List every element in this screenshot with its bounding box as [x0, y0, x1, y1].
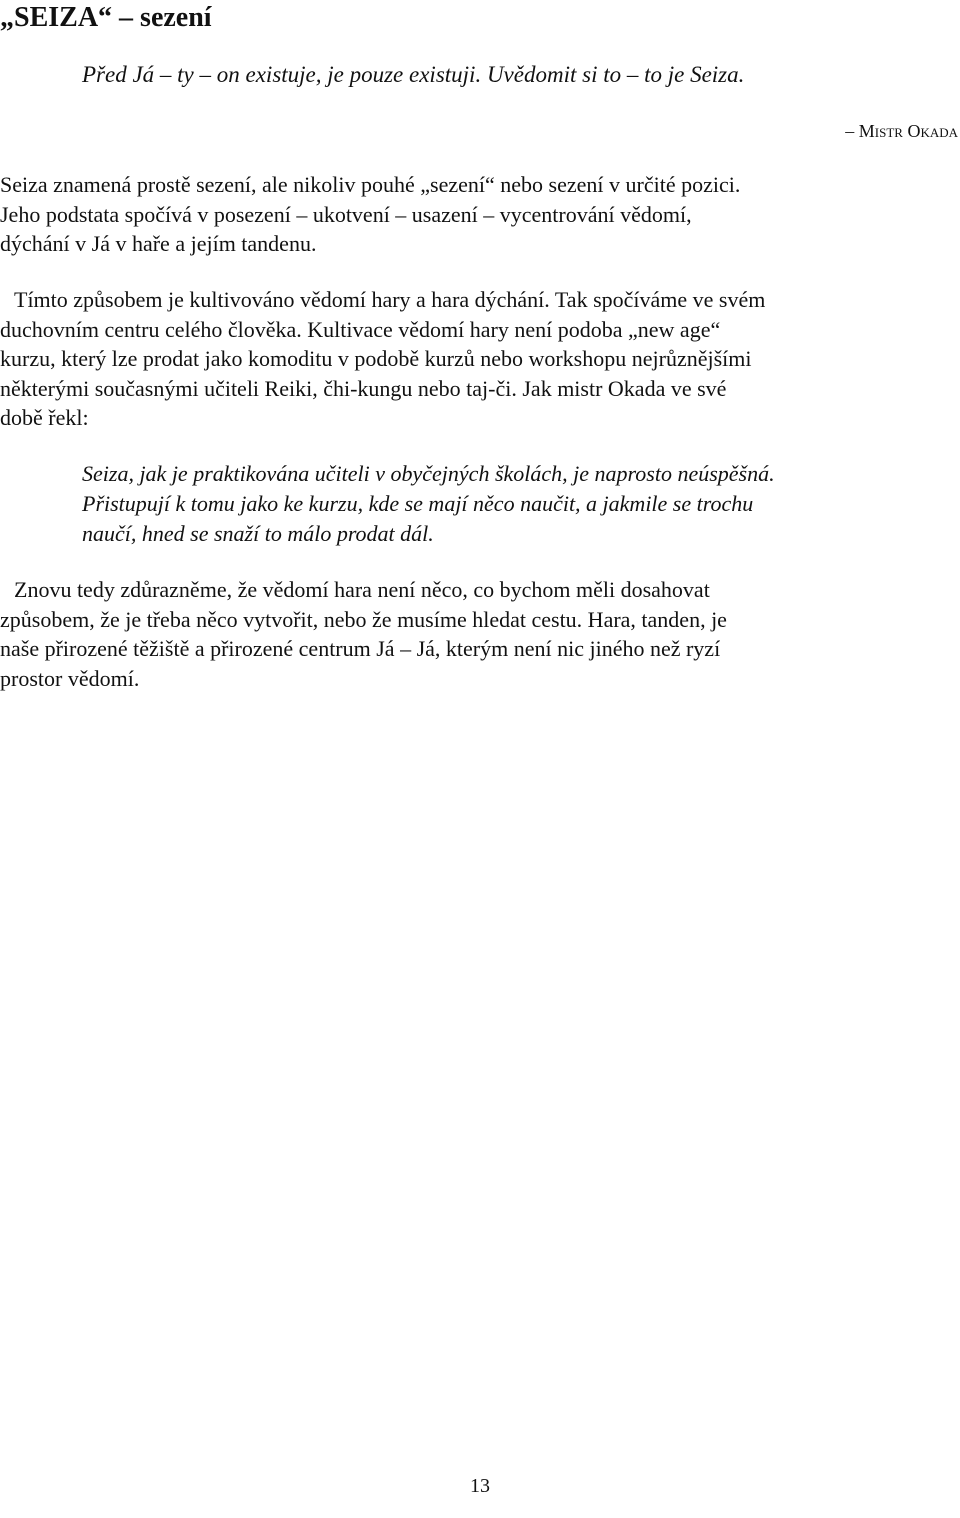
paragraph-line: Tímto způsobem je kultivováno vědomí hary a hara dýchání. Tak spočíváme ve svém [14, 287, 766, 312]
paragraph-line: Znovu tedy zdůrazněme, že vědomí hara není něco, co bychom měli dosahovat [14, 577, 710, 602]
paragraph-line: Jeho podstata spočívá v posezení – ukotvení – usazení – vycentrování vědomí, [0, 201, 692, 227]
paragraph-line: duchovním centru celého člověka. Kultivace vědomí hary není podoba „new age“ [0, 316, 721, 342]
epigraph-attribution: – Mistr Okada [845, 121, 958, 141]
paragraph-line: Seiza znamená prostě sezení, ale nikoliv pouhé „sezení“ nebo sezení v určité pozici. [0, 172, 741, 197]
block-quote [82, 459, 912, 549]
page-title: „SEIZA“ – sezení [0, 2, 212, 33]
paragraph-line: některými současnými učiteli Reiki, čhi-kungu nebo taj-či. Jak mistr Okada ve své [0, 375, 727, 401]
paragraph-line: způsobem, že je třeba něco vytvořit, nebo že musíme hledat cestu. Hara, tanden, je [0, 606, 727, 632]
paragraph-3 [0, 575, 956, 693]
quote-line: Seiza, jak je praktikována učiteli v obyčejných školách, je naprosto neúspěšná. [82, 461, 775, 486]
paragraph-line: dýchání v Já v haře a jejím tandenu. [0, 231, 317, 256]
page-number: 13 [470, 1475, 490, 1497]
paragraph-2 [0, 285, 956, 433]
paragraph-line: době řekl: [0, 405, 89, 430]
paragraph-line: prostor vědomí. [0, 665, 140, 691]
quote-line: naučí, hned se snaží to málo prodat dál. [82, 521, 434, 546]
paragraph-line: kurzu, který lze prodat jako komoditu v podobě kurzů nebo workshopu nejrůznějšími [0, 346, 752, 371]
quote-line: Přistupují k tomu jako ke kurzu, kde se mají něco naučit, a jakmile se trochu [82, 491, 754, 516]
paragraph-1 [0, 170, 956, 259]
paragraph-line: naše přirozené těžiště a přirozené centrum Já – Já, kterým není nic jiného než ryzí [0, 636, 721, 661]
epigraph-text: Před Já – ty – on existuje, je pouze existuji. Uvědomit si to – to je Seiza. [82, 62, 745, 87]
